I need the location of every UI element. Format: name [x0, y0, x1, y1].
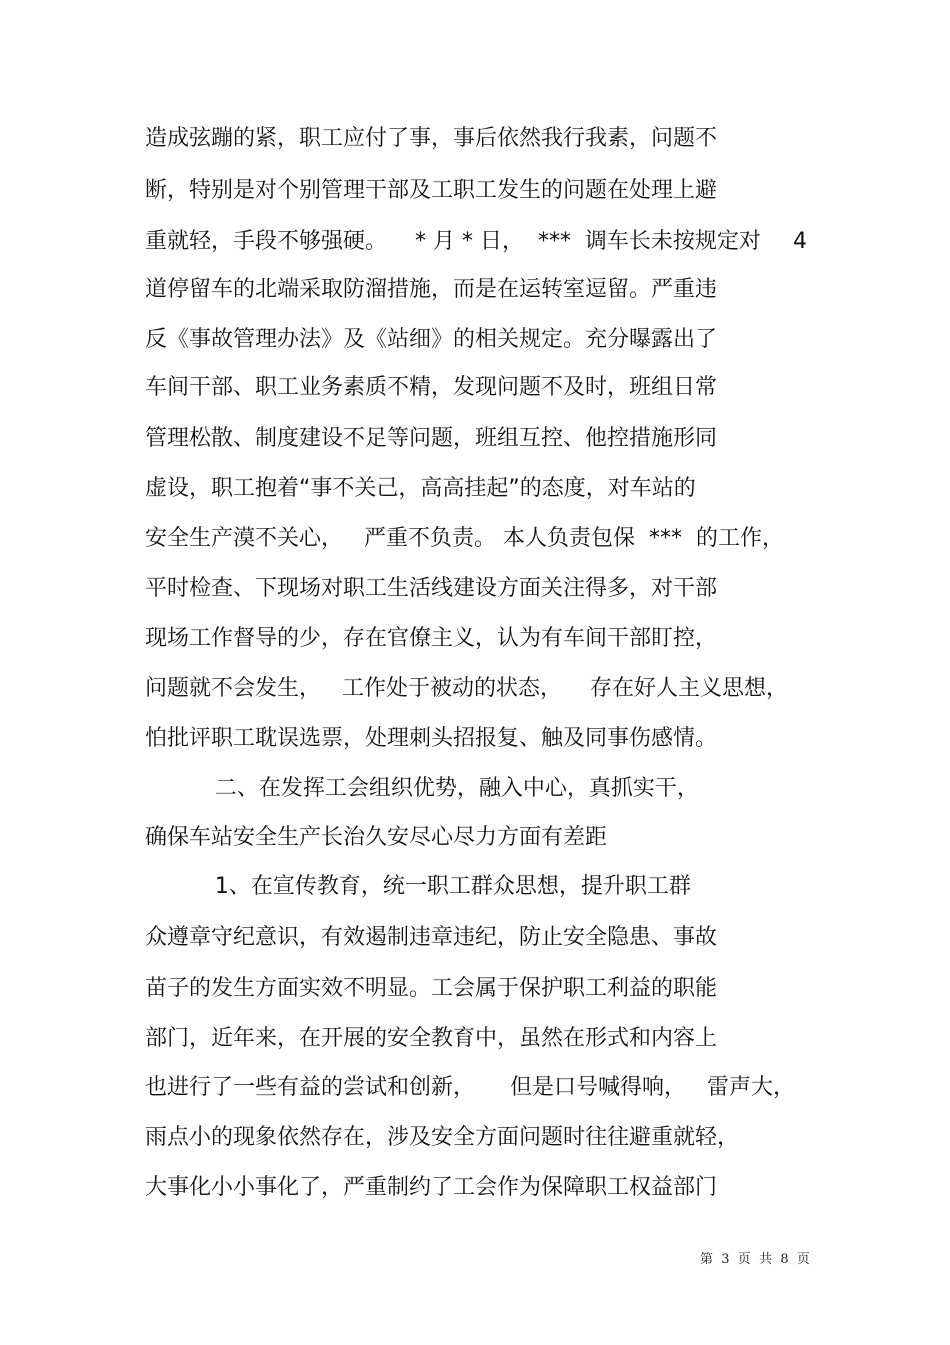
- text-line-11: 现场工作督导的少，存在官僚主义，认为有车间干部盯控，: [145, 626, 718, 651]
- text-line-16: 1、在宣传教育，统一职工群众思想，提升职工群: [145, 874, 691, 899]
- text-line-8: 虚设，职工抱着“事不关己，高高挂起”的态度，对车站的: [145, 476, 696, 501]
- text-line-19: 部门，近年来，在开展的安全教育中，虽然在形式和内容上: [145, 1026, 718, 1051]
- text-line-17: 众遵章守纪意识，有效遏制违章违纪，防止安全隐患、事故: [145, 925, 718, 950]
- text-line-12: 问题就不会发生， 工作处于被动的状态， 存在好人主义思想，: [145, 676, 788, 701]
- section-heading-line-1: 二、在发挥工会组织优势，融入中心，真抓实干，: [145, 776, 699, 801]
- text-line-2: 断，特别是对个别管理干部及工职工发生的问题在处理上避: [145, 178, 718, 203]
- text-line-9: 安全生产漠不关心， 严重不负责。 本人负责包保 *** 的工作，: [145, 526, 784, 551]
- text-line-22: 大事化小小事化了，严重制约了工会作为保障职工权益部门: [145, 1175, 718, 1200]
- text-line-3: 重就轻，手段不够强硬。 * 月 * 日， *** 调车长未按规定对: [145, 229, 761, 254]
- text-line-13: 怕批评职工耽误选票，处理刺头招报复、触及同事伤感情。: [145, 726, 718, 751]
- section-heading-line-2: 确保车站安全生产长治久安尽心尽力方面有差距: [145, 825, 608, 850]
- text-line-18: 苗子的发生方面实效不明显。工会属于保护职工利益的职能: [145, 976, 718, 1001]
- text-line-7: 管理松散、制度建设不足等问题，班组互控、他控措施形同: [145, 426, 718, 451]
- margin-number: 4: [793, 229, 807, 254]
- page-footer: 第 3 页 共 8 页: [700, 1252, 810, 1267]
- text-line-21: 雨点小的现象依然存在，涉及安全方面问题时往往避重就轻，: [145, 1125, 740, 1150]
- text-line-5: 反《事故管理办法》及《站细》的相关规定。充分曝露出了: [145, 327, 718, 352]
- text-line-4: 道停留车的北端采取防溜措施，而是在运转室逗留。严重违: [145, 277, 718, 302]
- text-line-6: 车间干部、职工业务素质不精，发现问题不及时，班组日常: [145, 375, 718, 400]
- text-line-10: 平时检查、下现场对职工生活线建设方面关注得多，对干部: [145, 576, 718, 601]
- text-line-1: 造成弦蹦的紧，职工应付了事，事后依然我行我素，问题不: [145, 126, 718, 151]
- text-line-20: 也进行了一些有益的尝试和创新， 但是口号喊得响， 雷声大，: [145, 1075, 795, 1100]
